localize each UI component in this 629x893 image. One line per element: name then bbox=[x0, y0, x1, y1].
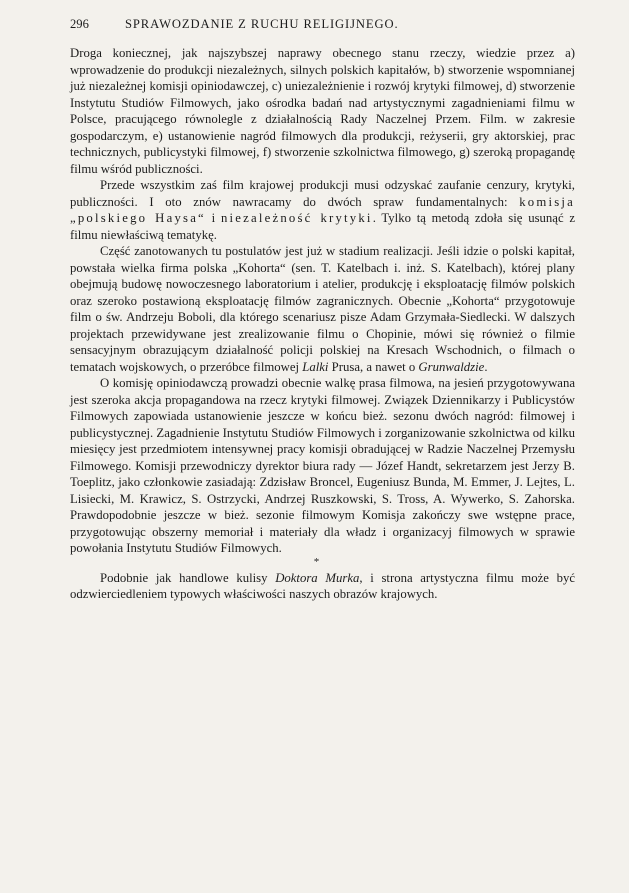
text-segment: . Tylko tą metodą zdoła się usunąć z filmu niewłaściwą tematykę. bbox=[70, 211, 576, 242]
final-paragraph bbox=[70, 570, 575, 603]
section-separator: * bbox=[313, 555, 320, 568]
page-header bbox=[70, 16, 575, 32]
text-segment: i bbox=[205, 211, 221, 225]
running-title: SPRAWOZDANIE Z RUCHU RELIGIJNEGO. bbox=[125, 17, 399, 31]
paragraph-1 bbox=[70, 45, 575, 177]
article-body bbox=[70, 45, 575, 603]
paragraph-4 bbox=[70, 375, 575, 557]
paragraph-2 bbox=[70, 177, 575, 243]
italic-title: Doktora Murka bbox=[275, 570, 360, 585]
italic-title: Lalki bbox=[302, 359, 329, 374]
text-segment: Prusa, a nawet o bbox=[328, 359, 419, 374]
text-segment: , i strona artystyczna filmu może być odzwierciedleniem typowych właściwości naszych obrazów krajowych. bbox=[70, 570, 575, 601]
text-segment: Droga koniecznej, jak najszybszej naprawy obecnego stanu rzeczy, wiedzie przez a) wprowadzenie do produkcji niezależnych, silnych polskich kapitałów, b) stworzenie wspomnianej już niezależnej komisji opiniodawczej, c) uniezależnienie i rozwój krytyki filmowej, d) stworzenie Instytutu Studiów Filmowych, jako ośrodka badań nad artystycznymi zagadnieniami filmu w Polsce, pracującego równolegle z działalnością Rady Naczelnej Przem. Film. w zakresie gospodarczym, e) ustanowienie nagród filmowych dla produkcji, reżyserii, gry aktorskiej, prac technicznych, publicystyki filmowej, f) stworzenie szkolnictwa filmowego, g) szeroką propagandę filmu wśród publiczności. bbox=[70, 46, 575, 176]
text-segment: Część zanotowanych tu postulatów jest już w stadium realizacji. Jeśli idzie o polski kapitał, powstała wielka firma polska „Kohorta“ (sen. T. Katelbach i. inż. S. Katelbach), której plany obejmują budowę nowoczesnego laboratorium i atelier, produkcję i eksploatację filmów polskich oraz szeroko postawioną eksploatację filmów zagranicznych. Obecnie „Kohorta“ przygotowuje film o św. Andrzeju Boboli, dla którego scenariusz pisze Adam Grzymała-Siedlecki. W dalszych projektach przewidywane jest zrealizowanie filmu o Chopinie, mówi się również o filmie sensacyjnym obrazującym działalność policji polskiej na Kresach Wschodnich, o filmach o tematach wojskowych, o przeróbce filmowej bbox=[70, 244, 575, 374]
text-segment: O komisję opiniodawczą prowadzi obecnie walkę prasa filmowa, na jesień przygotowywana jest szeroka akcja propagandowa na rzecz krytyki filmowej. Związek Dziennikarzy i Publicystów Filmowych zapowiada ustanowienie jeszcze w końcu bież. sezonu dwóch nagród: filmowej i publicystycznej. Zagadnienie Instytutu Studiów Filmowych i zorganizowanie szkolnictwa od kilku miesięcy jest przedmiotem intensywnej pracy komisji obradującej w Radzie Naczelnej Przemysłu Filmowego. Komisji przewodniczy dyrektor biura rady — Józef Handt, sekretarzem jest Jerzy B. Toeplitz, jako członkowie zasiadają: Zdzisław Broncel, Eugeniusz Bunda, M. Emmer, J. Lejtes, L. Lisiecki, M. Krawicz, S. Ostrzycki, Andrzej Ruszkowski, S. Tross, A. Wywerko, S. Zahorska. Prawdopodobnie jeszcze w bież. sezonie filmowym Komisja zakończy swe wstępne prace, przygotowując obszerny memoriał i materiały dla władz i organizacyj filmowych w sprawie powołania Instytutu Studiów Filmowych. bbox=[70, 376, 575, 555]
text-segment: Przede wszystkim zaś film krajowej produkcji musi odzyskać zaufanie cenzury, krytyki, publiczności. I oto znów nawracamy do dwóch spraw fundamentalnych: bbox=[70, 178, 575, 209]
spaced-emphasis: niezależność krytyki bbox=[220, 211, 373, 225]
text-segment: Podobnie jak handlowe kulisy bbox=[100, 570, 276, 585]
paragraph-3 bbox=[70, 243, 575, 375]
page-number: 296 bbox=[70, 17, 89, 31]
spaced-emphasis: komisja „polskiego Haysa“ bbox=[70, 194, 575, 225]
italic-title: Grunwaldzie bbox=[418, 359, 485, 374]
text-segment: . bbox=[484, 359, 488, 374]
